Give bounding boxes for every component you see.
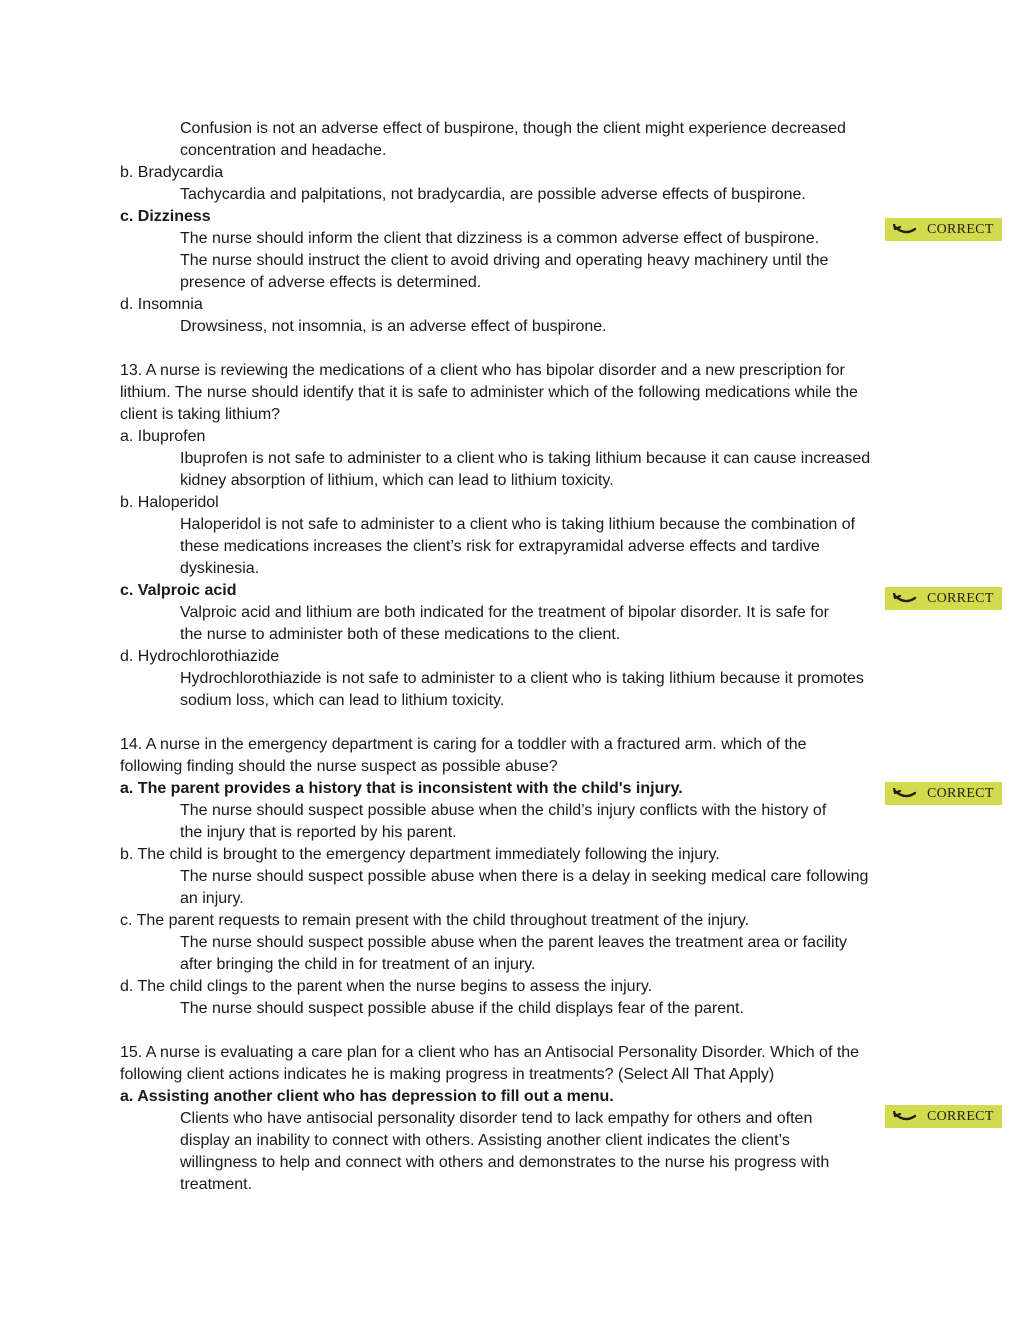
q14-stem: following finding should the nurse suspect as possible abuse?	[120, 758, 558, 775]
q15-option-a-rationale: willingness to help and connect with others and demonstrates to the nurse his progress with	[180, 1154, 830, 1171]
q12-option-c-correct: c. Dizziness	[120, 208, 211, 225]
spacer	[120, 712, 900, 734]
q14-option-d-rationale: The nurse should suspect possible abuse if the child displays fear of the parent.	[180, 1000, 744, 1017]
q14-option-b: b. The child is brought to the emergency department immediately following the injury.	[120, 846, 720, 863]
correct-badge-label: CORRECT	[927, 590, 994, 606]
q13-option-d-rationale: sodium loss, which can lead to lithium toxicity.	[180, 692, 505, 709]
spacer	[120, 338, 900, 360]
q13-stem: 13. A nurse is reviewing the medications of a client who has bipolar disorder and a new prescription for	[120, 362, 845, 379]
q12-option-c-rationale: The nurse should inform the client that dizziness is a common adverse effect of buspirone.	[180, 230, 820, 247]
q12-option-c-rationale: The nurse should instruct the client to avoid driving and operating heavy machinery until the	[180, 252, 829, 269]
q14-option-b-rationale: The nurse should suspect possible abuse when there is a delay in seeking medical care following	[180, 868, 869, 885]
q13-option-a-rationale: Ibuprofen is not safe to administer to a client who is taking lithium because it can cause increased	[180, 450, 871, 467]
q14-option-a-correct: a. The parent provides a history that is inconsistent with the child's injury.	[120, 780, 683, 797]
curved-arrow-icon	[893, 224, 917, 236]
correct-badge-label: CORRECT	[927, 785, 994, 801]
q13-option-b-rationale: dyskinesia.	[180, 560, 260, 577]
q12-option-d: d. Insomnia	[120, 296, 203, 313]
q13-option-a: a. Ibuprofen	[120, 428, 206, 445]
q15-stem: 15. A nurse is evaluating a care plan for a client who has an Antisocial Personality Disorder. Which of the	[120, 1044, 860, 1061]
q13-option-c-rationale: Valproic acid and lithium are both indicated for the treatment of bipolar disorder. It is safe for	[180, 604, 829, 621]
correct-badge	[885, 587, 1002, 610]
correct-badge	[885, 218, 1002, 241]
correct-badge	[885, 782, 1002, 805]
q13-option-a-rationale: kidney absorption of lithium, which can lead to lithium toxicity.	[180, 472, 614, 489]
curved-arrow-icon	[893, 1111, 917, 1123]
q12-option-c-rationale: presence of adverse effects is determined.	[180, 274, 482, 291]
q13-option-d-rationale: Hydrochlorothiazide is not safe to administer to a client who is taking lithium because it promotes	[180, 670, 864, 687]
q13-option-c-correct: c. Valproic acid	[120, 582, 237, 599]
curved-arrow-icon	[893, 788, 917, 800]
q14-stem: 14. A nurse in the emergency department is caring for a toddler with a fractured arm. which of the	[120, 736, 807, 753]
q12-option-a-rationale: Confusion is not an adverse effect of buspirone, though the client might experience decreased	[180, 120, 846, 137]
q13-option-d: d. Hydrochlorothiazide	[120, 648, 280, 665]
q13-option-b-rationale: Haloperidol is not safe to administer to a client who is taking lithium because the combination of	[180, 516, 856, 533]
correct-badge-label: CORRECT	[927, 1108, 994, 1124]
q12-option-a-rationale: concentration and headache.	[180, 142, 387, 159]
curved-arrow-icon	[893, 593, 917, 605]
q13-stem: lithium. The nurse should identify that it is safe to administer which of the following medications while the	[120, 384, 858, 401]
q15-stem: following client actions indicates he is making progress in treatments? (Select All That Apply)	[120, 1066, 775, 1083]
q14-option-b-rationale: an injury.	[180, 890, 244, 907]
q15-option-a-correct: a. Assisting another client who has depression to fill out a menu.	[120, 1088, 614, 1105]
correct-badge	[885, 1105, 1002, 1128]
q15-option-a-rationale: display an inability to connect with others. Assisting another client indicates the client’s	[180, 1132, 790, 1149]
q14-option-c-rationale: after bringing the child in for treatment of an injury.	[180, 956, 536, 973]
q12-option-b-rationale: Tachycardia and palpitations, not bradycardia, are possible adverse effects of buspirone.	[180, 186, 806, 203]
q12-option-b: b. Bradycardia	[120, 164, 224, 181]
q13-option-b: b. Haloperidol	[120, 494, 219, 511]
q14-option-a-rationale: The nurse should suspect possible abuse when the child’s injury conflicts with the history of	[180, 802, 827, 819]
q15-option-a-rationale: treatment.	[180, 1176, 253, 1193]
q14-option-c: c. The parent requests to remain present with the child throughout treatment of the injury.	[120, 912, 750, 929]
q14-option-d: d. The child clings to the parent when the nurse begins to assess the injury.	[120, 978, 653, 995]
correct-badge-label: CORRECT	[927, 221, 994, 237]
q13-option-b-rationale: these medications increases the client’s risk for extrapyramidal adverse effects and tardive	[180, 538, 820, 555]
q13-stem: client is taking lithium?	[120, 406, 281, 423]
q15-option-a-rationale: Clients who have antisocial personality disorder tend to lack empathy for others and often	[180, 1110, 813, 1127]
q13-option-c-rationale: the nurse to administer both of these medications to the client.	[180, 626, 621, 643]
document-body	[120, 118, 900, 1196]
q14-option-c-rationale: The nurse should suspect possible abuse when the parent leaves the treatment area or facility	[180, 934, 848, 951]
q14-option-a-rationale: the injury that is reported by his parent.	[180, 824, 457, 841]
spacer	[120, 1020, 900, 1042]
q12-option-d-rationale: Drowsiness, not insomnia, is an adverse effect of buspirone.	[180, 318, 607, 335]
